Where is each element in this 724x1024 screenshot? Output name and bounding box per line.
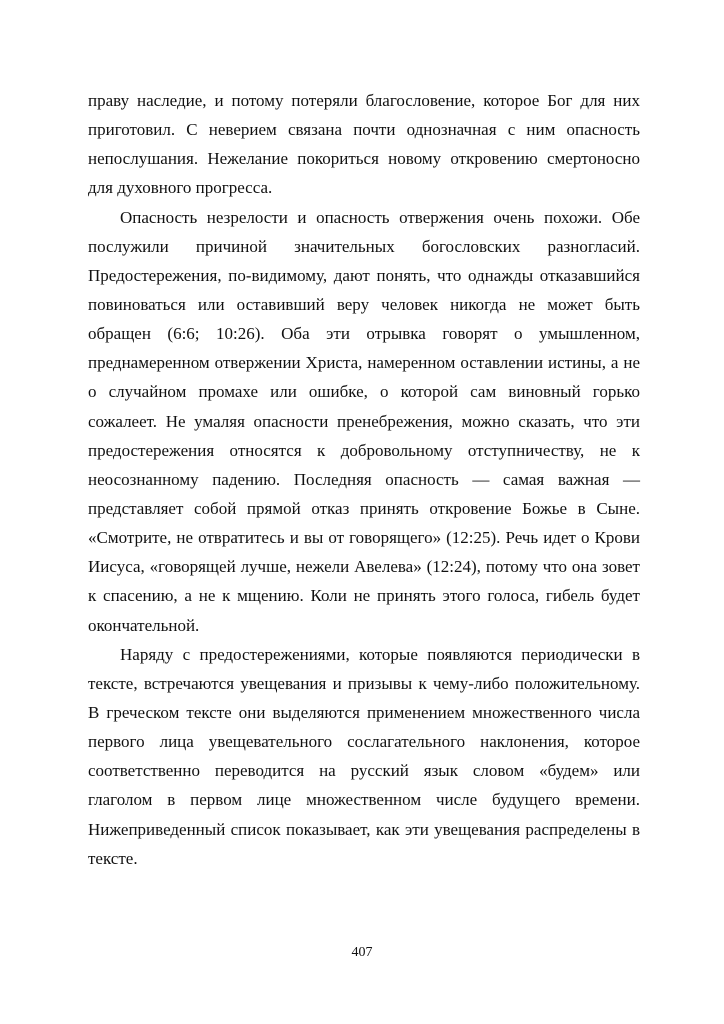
text-line: представляет собой прямой отказ принять откровение Божье в Сыне.	[88, 498, 640, 518]
text-line: сожалеет. Не умаляя опасности пренебрежения, можно сказать, что эти	[88, 411, 640, 431]
text-line: неосознанному падению. Последняя опасность — самая важная —	[88, 469, 640, 489]
text-line: Иисуса, «говорящей лучше, нежели Авелева» (12:24), потому что она зовет	[88, 557, 640, 577]
text-line: окончательной.	[88, 615, 200, 635]
body-text	[88, 86, 640, 873]
text-line: праву наследие, и потому потеряли благословение, которое Бог для них	[88, 91, 640, 110]
paragraph	[88, 203, 640, 640]
text-line: Предостережения, по-видимому, дают понять, что однажды отказавшийся	[88, 265, 640, 285]
paragraph	[88, 86, 640, 203]
text-line: первого лица увещевательного сослагательного наклонения, которое	[88, 732, 640, 752]
text-line: к спасению, а не к мщению. Коли не принять этого голоса, гибель будет	[88, 586, 640, 606]
text-line: В греческом тексте они выделяются применением множественного числа	[88, 702, 640, 722]
text-line: Опасность незрелости и опасность отвержения очень похожи. Обе	[120, 207, 640, 227]
text-line: глаголом в первом лице множественном числе будущего времени.	[88, 790, 640, 810]
text-line: о случайном промахе или ошибке, о которой сам виновный горько	[88, 382, 640, 402]
text-line: «Смотрите, не отвратитесь и вы от говорящего» (12:25). Речь идет о Крови	[88, 528, 640, 548]
text-line: соответственно переводится на русский язык словом «будем» или	[88, 761, 640, 781]
text-line: преднамеренном отвержении Христа, намеренном оставлении истины, а не	[88, 353, 640, 373]
text-line: тексте.	[88, 848, 138, 868]
text-line: непослушания. Нежелание покориться новому откровению смертоносно	[88, 149, 640, 169]
text-line: обращен (6:6; 10:26). Оба эти отрывка говорят о умышленном,	[88, 324, 640, 344]
page-number: 407	[351, 945, 373, 960]
text-line: повиноваться или оставивший веру человек никогда не может быть	[88, 294, 640, 314]
text-line: предостережения относятся к добровольному отступничеству, не к	[88, 440, 640, 460]
text-line: для духовного прогресса.	[88, 178, 273, 198]
text-line: Нижеприведенный список показывает, как эти увещевания распределены в	[88, 819, 640, 839]
text-line: приготовил. С неверием связана почти однозначная с ним опасность	[88, 120, 640, 140]
text-line: Наряду с предостережениями, которые появляются периодически в	[120, 644, 640, 664]
text-line: тексте, встречаются увещевания и призывы к чему-либо положительному.	[88, 673, 640, 693]
text-line: послужили причиной значительных богословских разногласий.	[88, 236, 640, 256]
paragraph	[88, 640, 640, 873]
